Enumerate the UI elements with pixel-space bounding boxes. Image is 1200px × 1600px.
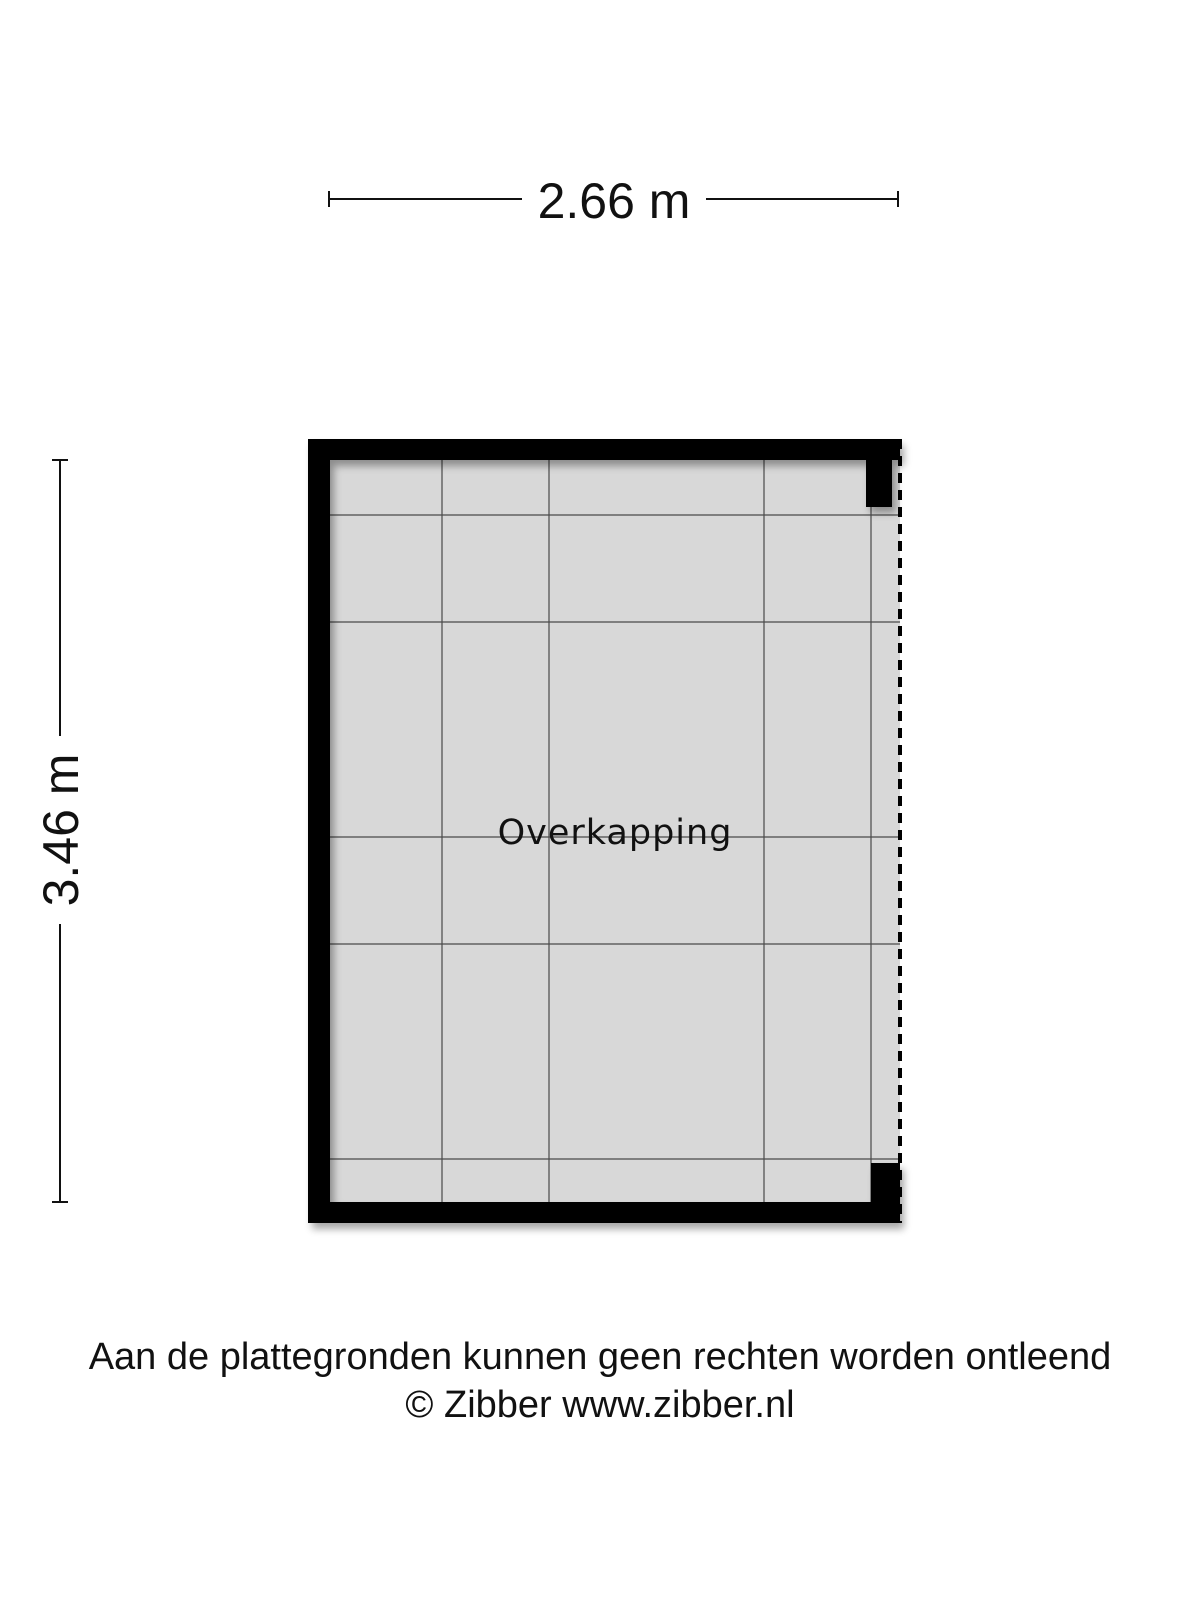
- height-label: 3.46 m: [33, 753, 89, 907]
- width-label: 2.66 m: [537, 173, 691, 229]
- height-dimension: [33, 460, 89, 1202]
- room-label: Overkapping: [497, 813, 733, 853]
- room-overkapping: [308, 439, 900, 1223]
- copyright-text: © Zibber www.zibber.nl: [405, 1384, 795, 1426]
- post-top-right: [866, 439, 892, 507]
- wall-left: [308, 439, 330, 1223]
- wall-bottom: [308, 1202, 900, 1223]
- wall-top: [308, 439, 900, 460]
- post-bottom-right: [871, 1163, 900, 1223]
- disclaimer-text: Aan de plattegronden kunnen geen rechten worden ontleend: [88, 1336, 1112, 1378]
- width-dimension: [328, 173, 899, 229]
